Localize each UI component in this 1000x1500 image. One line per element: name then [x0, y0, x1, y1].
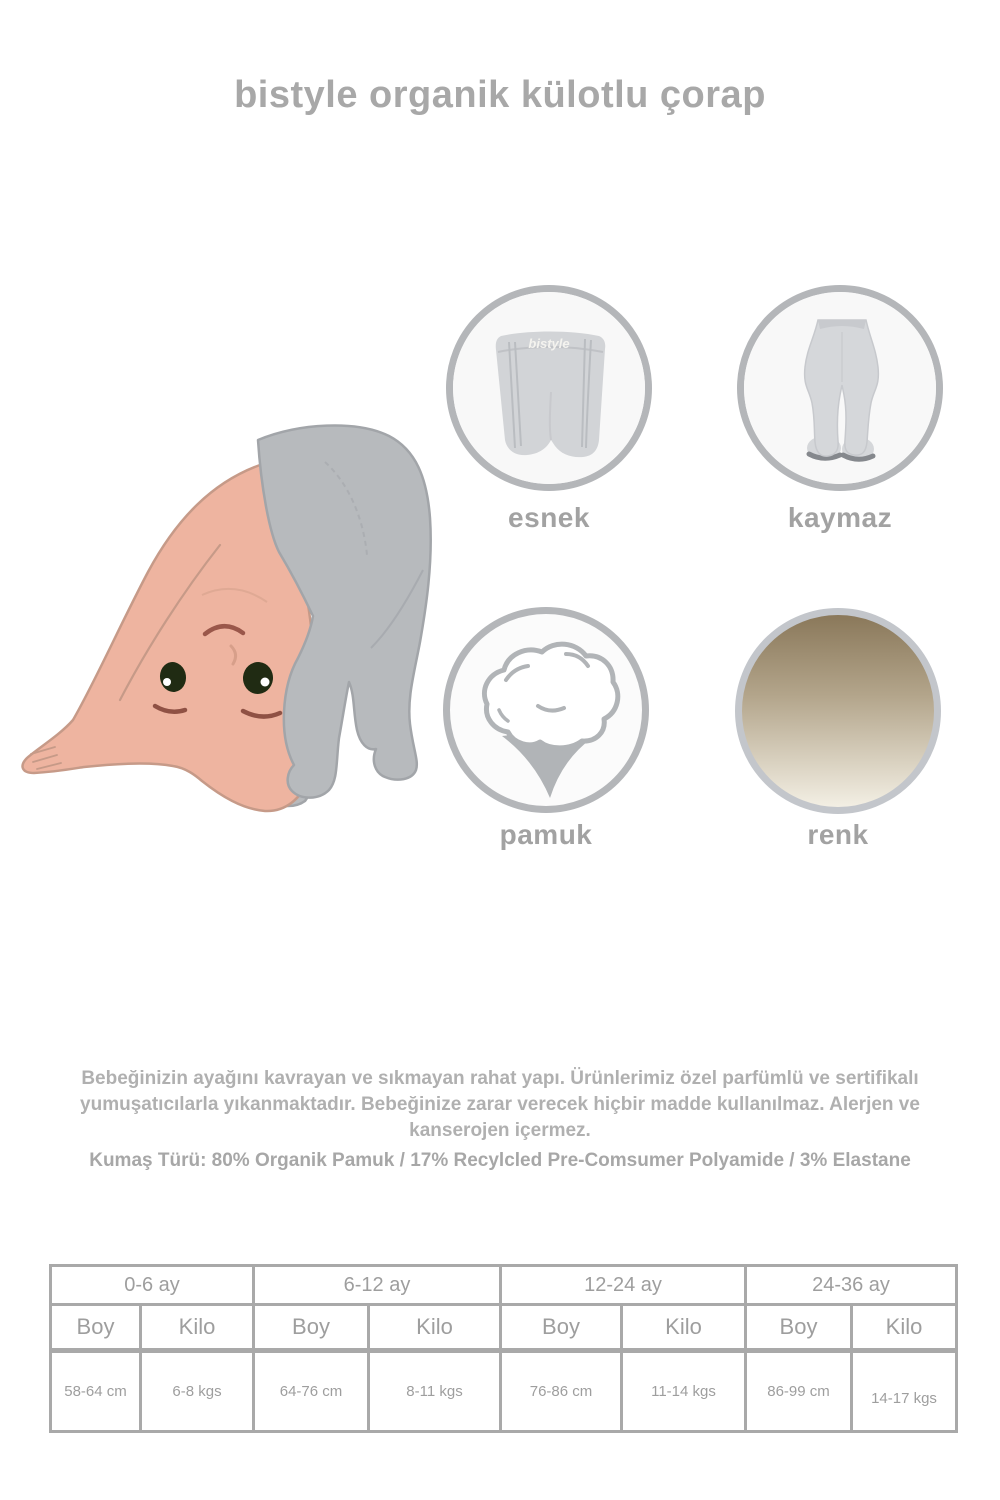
right-eye-glint	[261, 678, 270, 687]
cotton-cloud	[484, 644, 617, 748]
left-eye-glint	[163, 678, 171, 686]
age-group-cell: 12-24 ay	[501, 1266, 746, 1305]
feature-circle-kaymaz	[737, 285, 943, 491]
age-group-cell: 6-12 ay	[254, 1266, 501, 1305]
sub-header-row	[51, 1305, 957, 1351]
color-swatch	[735, 608, 941, 814]
feature-label-pamuk: pamuk	[499, 819, 593, 850]
fabric-composition: Kumaş Türü: 80% Organik Pamuk / 17% Recylcled Pre-Comsumer Polyamide / 3% Elastane	[89, 1150, 911, 1171]
age-group-cell: 0-6 ay	[51, 1266, 254, 1305]
feature-label-kaymaz: kaymaz	[787, 502, 893, 533]
value-cell: 86-99 cm	[746, 1351, 852, 1432]
age-group-row	[51, 1266, 957, 1305]
feature-label-renk: renk	[807, 819, 869, 850]
value-cell: 14-17 kgs	[852, 1351, 957, 1432]
sub-header-cell: Kilo	[141, 1305, 254, 1351]
feature-circle-pamuk	[443, 607, 649, 813]
page-title: bistyle organik külotlu çorap	[234, 74, 766, 116]
cotton-flower-icon	[450, 614, 642, 806]
sub-header-cell: Boy	[51, 1305, 141, 1351]
sub-header-cell: Boy	[501, 1305, 622, 1351]
tights-waistband-photo	[453, 292, 645, 484]
value-cell: 76-86 cm	[501, 1351, 622, 1432]
values-row	[51, 1351, 957, 1432]
value-cell: 6-8 kgs	[141, 1351, 254, 1432]
waistband-brand-text: bistyle	[528, 336, 570, 351]
value-cell: 8-11 kgs	[369, 1351, 501, 1432]
product-description: Bebeğinizin ayağını kavrayan ve sıkmayan rahat yapı. Ürünlerimiz özel parfümlü ve sertifikalı yumuşatıcılarla yıkanmaktadır. Bebeğinize zarar verecek hiçbir madde kullanılmaz. Alerjen ve kanserojen içermez.	[80, 1068, 920, 1142]
baby-illustration	[15, 420, 475, 830]
value-cell: 64-76 cm	[254, 1351, 369, 1432]
sub-header-cell: Boy	[254, 1305, 369, 1351]
value-cell: 58-64 cm	[51, 1351, 141, 1432]
sub-header-cell: Kilo	[369, 1305, 501, 1351]
feature-circle-esnek	[446, 285, 652, 491]
baby-tights-photo	[744, 292, 936, 484]
feature-label-esnek: esnek	[508, 502, 590, 533]
crotch-shadow	[550, 392, 551, 440]
value-cell: 11-14 kgs	[622, 1351, 746, 1432]
sub-header-cell: Kilo	[852, 1305, 957, 1351]
baby-in-tights-drawing	[15, 420, 475, 830]
size-chart-table	[49, 1264, 958, 1433]
age-group-cell: 24-36 ay	[746, 1266, 957, 1305]
sub-header-cell: Kilo	[622, 1305, 746, 1351]
sub-header-cell: Boy	[746, 1305, 852, 1351]
